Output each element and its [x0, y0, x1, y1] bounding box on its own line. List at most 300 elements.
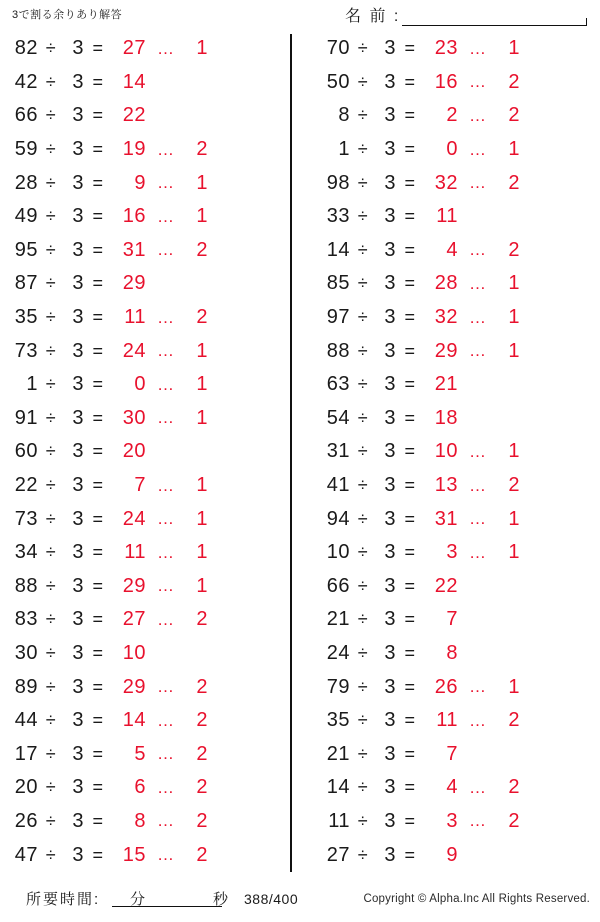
remainder-dots-icon: … [469, 777, 487, 797]
problem-row [0, 368, 300, 402]
remainder-dots-icon: … [157, 341, 175, 361]
divide-icon: ÷ [357, 172, 369, 193]
divisor: 3 [384, 339, 396, 362]
remainder-answer: 1 [508, 675, 520, 698]
quotient-answer: 27 [122, 37, 146, 60]
divisor: 3 [72, 474, 84, 497]
quotient-answer: 15 [122, 843, 146, 866]
page-title: 3で割る余りあり解答 [12, 9, 123, 21]
divide-icon: ÷ [45, 777, 57, 798]
divisor: 3 [384, 138, 396, 161]
problem-row [300, 301, 600, 335]
problem-row [300, 502, 600, 536]
remainder-dots-icon: … [157, 777, 175, 797]
problem-row [300, 805, 600, 839]
divisor: 3 [384, 37, 396, 60]
dividend: 1 [338, 138, 350, 161]
divisor: 3 [384, 373, 396, 396]
divisor: 3 [384, 809, 396, 832]
divide-icon: ÷ [45, 374, 57, 395]
divide-icon: ÷ [357, 206, 369, 227]
equals-icon: = [404, 239, 416, 260]
remainder-answer: 2 [508, 709, 520, 732]
remainder-answer: 2 [508, 474, 520, 497]
remainder-answer: 2 [196, 608, 208, 631]
remainder-answer: 2 [196, 843, 208, 866]
divisor: 3 [72, 339, 84, 362]
dividend: 59 [14, 138, 38, 161]
divide-icon: ÷ [357, 71, 369, 92]
dividend: 22 [14, 474, 38, 497]
dividend: 73 [14, 339, 38, 362]
equals-icon: = [92, 676, 104, 697]
remainder-answer: 2 [196, 809, 208, 832]
equals-icon: = [92, 844, 104, 865]
divisor: 3 [384, 238, 396, 261]
quotient-answer: 7 [134, 474, 146, 497]
remainder-answer: 1 [508, 306, 520, 329]
divide-icon: ÷ [357, 844, 369, 865]
dividend: 88 [326, 339, 350, 362]
problem-row [0, 838, 300, 872]
divide-icon: ÷ [357, 710, 369, 731]
dividend: 82 [14, 37, 38, 60]
divide-icon: ÷ [357, 542, 369, 563]
dividend: 33 [326, 205, 350, 228]
equals-icon: = [404, 374, 416, 395]
remainder-dots-icon: … [469, 72, 487, 92]
quotient-answer: 0 [134, 373, 146, 396]
remainder-answer: 2 [508, 809, 520, 832]
dividend: 41 [326, 474, 350, 497]
quotient-answer: 29 [434, 339, 458, 362]
quotient-answer: 29 [122, 574, 146, 597]
divide-icon: ÷ [357, 38, 369, 59]
problem-column-right [300, 30, 600, 875]
equals-icon: = [404, 777, 416, 798]
equals-icon: = [92, 441, 104, 462]
quotient-answer: 16 [434, 70, 458, 93]
equals-icon: = [92, 407, 104, 428]
remainder-dots-icon: … [157, 307, 175, 327]
problem-row [300, 603, 600, 637]
problem-row [300, 66, 600, 100]
equals-icon: = [404, 575, 416, 596]
divisor: 3 [72, 675, 84, 698]
equals-icon: = [92, 777, 104, 798]
remainder-dots-icon: … [469, 475, 487, 495]
dividend: 21 [326, 742, 350, 765]
equals-icon: = [404, 441, 416, 462]
problem-row [0, 234, 300, 268]
remainder-dots-icon: … [157, 609, 175, 629]
remainder-answer: 2 [196, 138, 208, 161]
quotient-answer: 14 [122, 70, 146, 93]
equals-icon: = [404, 407, 416, 428]
equals-icon: = [92, 105, 104, 126]
divisor: 3 [384, 843, 396, 866]
equals-icon: = [404, 139, 416, 160]
quotient-answer: 3 [446, 541, 458, 564]
quotient-answer: 20 [122, 440, 146, 463]
page-footer [0, 882, 600, 916]
equals-icon: = [404, 844, 416, 865]
divisor: 3 [384, 104, 396, 127]
divisor: 3 [384, 776, 396, 799]
problem-row [300, 670, 600, 704]
remainder-answer: 1 [196, 339, 208, 362]
dividend: 27 [326, 843, 350, 866]
divide-icon: ÷ [357, 407, 369, 428]
equals-icon: = [92, 38, 104, 59]
divisor: 3 [72, 809, 84, 832]
remainder-answer: 2 [196, 306, 208, 329]
divisor: 3 [384, 641, 396, 664]
divisor: 3 [72, 104, 84, 127]
quotient-answer: 7 [446, 742, 458, 765]
remainder-dots-icon: … [157, 173, 175, 193]
dividend: 85 [326, 272, 350, 295]
problem-row [0, 737, 300, 771]
equals-icon: = [92, 508, 104, 529]
divisor: 3 [384, 742, 396, 765]
dividend: 44 [14, 709, 38, 732]
remainder-answer: 2 [196, 742, 208, 765]
problem-row [300, 133, 600, 167]
quotient-answer: 10 [434, 440, 458, 463]
quotient-answer: 7 [446, 608, 458, 631]
divide-icon: ÷ [45, 273, 57, 294]
divisor: 3 [72, 238, 84, 261]
divide-icon: ÷ [45, 508, 57, 529]
remainder-dots-icon: … [157, 139, 175, 159]
quotient-answer: 11 [436, 709, 458, 732]
problem-row [300, 32, 600, 66]
time-input-line[interactable] [112, 906, 222, 907]
divisor: 3 [72, 306, 84, 329]
quotient-answer: 13 [434, 474, 458, 497]
equals-icon: = [92, 374, 104, 395]
divide-icon: ÷ [45, 239, 57, 260]
divisor: 3 [72, 709, 84, 732]
divide-icon: ÷ [357, 508, 369, 529]
problem-row [0, 502, 300, 536]
quotient-answer: 18 [434, 406, 458, 429]
dividend: 42 [14, 70, 38, 93]
divide-icon: ÷ [45, 676, 57, 697]
remainder-answer: 1 [196, 507, 208, 530]
problem-row [300, 368, 600, 402]
divide-icon: ÷ [357, 340, 369, 361]
equals-icon: = [404, 172, 416, 193]
problem-row [300, 469, 600, 503]
dividend: 66 [326, 574, 350, 597]
remainder-answer: 1 [508, 507, 520, 530]
dividend: 26 [14, 809, 38, 832]
remainder-dots-icon: … [157, 576, 175, 596]
remainder-dots-icon: … [157, 542, 175, 562]
problem-row [0, 435, 300, 469]
remainder-dots-icon: … [469, 240, 487, 260]
dividend: 31 [326, 440, 350, 463]
divide-icon: ÷ [357, 441, 369, 462]
problem-row [300, 435, 600, 469]
quotient-answer: 26 [434, 675, 458, 698]
remainder-answer: 1 [508, 272, 520, 295]
remainder-answer: 1 [508, 37, 520, 60]
divisor: 3 [72, 171, 84, 194]
divisor: 3 [72, 608, 84, 631]
divisor: 3 [384, 709, 396, 732]
dividend: 94 [326, 507, 350, 530]
divisor: 3 [384, 507, 396, 530]
divisor: 3 [72, 742, 84, 765]
equals-icon: = [92, 172, 104, 193]
remainder-answer: 1 [196, 171, 208, 194]
name-input-line[interactable] [402, 5, 587, 26]
copyright-text: Copyright © Alpha.Inc All Rights Reserved. [363, 893, 590, 905]
dividend: 87 [14, 272, 38, 295]
remainder-dots-icon: … [157, 240, 175, 260]
quotient-answer: 0 [446, 138, 458, 161]
remainder-dots-icon: … [157, 845, 175, 865]
problem-row [300, 771, 600, 805]
quotient-answer: 9 [446, 843, 458, 866]
dividend: 14 [326, 776, 350, 799]
problem-row [0, 200, 300, 234]
dividend: 49 [14, 205, 38, 228]
remainder-answer: 2 [196, 709, 208, 732]
problem-row [300, 536, 600, 570]
problem-row [0, 570, 300, 604]
divide-icon: ÷ [357, 307, 369, 328]
divide-icon: ÷ [45, 743, 57, 764]
equals-icon: = [92, 642, 104, 663]
remainder-answer: 2 [508, 171, 520, 194]
divide-icon: ÷ [357, 374, 369, 395]
quotient-answer: 11 [124, 541, 146, 564]
dividend: 8 [338, 104, 350, 127]
problem-row [0, 66, 300, 100]
divide-icon: ÷ [45, 475, 57, 496]
problem-row [0, 334, 300, 368]
problem-row [0, 32, 300, 66]
divide-icon: ÷ [45, 139, 57, 160]
problem-row [0, 301, 300, 335]
quotient-answer: 24 [122, 507, 146, 530]
remainder-dots-icon: … [469, 307, 487, 327]
problem-row [0, 637, 300, 671]
problem-row [300, 234, 600, 268]
divisor: 3 [72, 373, 84, 396]
problem-row [0, 771, 300, 805]
remainder-dots-icon: … [157, 811, 175, 831]
quotient-answer: 21 [434, 373, 458, 396]
quotient-answer: 8 [134, 809, 146, 832]
problem-row [0, 469, 300, 503]
equals-icon: = [404, 206, 416, 227]
dividend: 70 [326, 37, 350, 60]
problem-row [0, 704, 300, 738]
dividend: 35 [326, 709, 350, 732]
equals-icon: = [404, 710, 416, 731]
divisor: 3 [384, 574, 396, 597]
divisor: 3 [72, 138, 84, 161]
dividend: 83 [14, 608, 38, 631]
equals-icon: = [404, 676, 416, 697]
quotient-answer: 24 [122, 339, 146, 362]
problem-row [0, 267, 300, 301]
divisor: 3 [384, 171, 396, 194]
remainder-answer: 1 [196, 406, 208, 429]
equals-icon: = [92, 206, 104, 227]
column-divider [290, 34, 292, 872]
problem-row [0, 166, 300, 200]
divisor: 3 [384, 608, 396, 631]
dividend: 21 [326, 608, 350, 631]
problem-row [300, 267, 600, 301]
quotient-answer: 3 [446, 809, 458, 832]
dividend: 24 [326, 641, 350, 664]
divisor: 3 [384, 205, 396, 228]
equals-icon: = [92, 743, 104, 764]
quotient-answer: 27 [122, 608, 146, 631]
divide-icon: ÷ [45, 441, 57, 462]
remainder-answer: 2 [196, 238, 208, 261]
remainder-answer: 1 [508, 138, 520, 161]
remainder-dots-icon: … [469, 341, 487, 361]
quotient-answer: 6 [134, 776, 146, 799]
dividend: 98 [326, 171, 350, 194]
problem-row [0, 805, 300, 839]
remainder-dots-icon: … [469, 509, 487, 529]
remainder-dots-icon: … [157, 374, 175, 394]
quotient-answer: 8 [446, 641, 458, 664]
remainder-dots-icon: … [469, 273, 487, 293]
quotient-answer: 9 [134, 171, 146, 194]
quotient-answer: 16 [122, 205, 146, 228]
quotient-answer: 4 [446, 776, 458, 799]
divisor: 3 [72, 574, 84, 597]
remainder-answer: 2 [508, 776, 520, 799]
dividend: 97 [326, 306, 350, 329]
divisor: 3 [384, 272, 396, 295]
divisor: 3 [72, 272, 84, 295]
problem-row [0, 99, 300, 133]
remainder-dots-icon: … [157, 710, 175, 730]
divide-icon: ÷ [45, 340, 57, 361]
divide-icon: ÷ [357, 777, 369, 798]
problem-row [300, 704, 600, 738]
dividend: 35 [14, 306, 38, 329]
divisor: 3 [72, 843, 84, 866]
equals-icon: = [92, 575, 104, 596]
divisor: 3 [72, 70, 84, 93]
problem-row [0, 603, 300, 637]
remainder-dots-icon: … [157, 38, 175, 58]
equals-icon: = [404, 71, 416, 92]
remainder-answer: 1 [508, 339, 520, 362]
remainder-dots-icon: … [469, 38, 487, 58]
quotient-answer: 31 [122, 238, 146, 261]
remainder-dots-icon: … [469, 441, 487, 461]
unit-seconds: 秒 [212, 891, 230, 908]
divide-icon: ÷ [357, 676, 369, 697]
divisor: 3 [72, 776, 84, 799]
problem-row [300, 334, 600, 368]
problem-row [0, 133, 300, 167]
dividend: 34 [14, 541, 38, 564]
remainder-dots-icon: … [469, 105, 487, 125]
divisor: 3 [384, 675, 396, 698]
remainder-dots-icon: … [157, 744, 175, 764]
dividend: 11 [328, 809, 350, 832]
dividend: 30 [14, 641, 38, 664]
divide-icon: ÷ [45, 575, 57, 596]
dividend: 10 [326, 541, 350, 564]
divide-icon: ÷ [45, 609, 57, 630]
equals-icon: = [92, 71, 104, 92]
dividend: 17 [14, 742, 38, 765]
quotient-answer: 19 [122, 138, 146, 161]
equals-icon: = [92, 340, 104, 361]
problem-row [0, 402, 300, 436]
name-field-group [345, 3, 587, 26]
quotient-answer: 30 [122, 406, 146, 429]
unit-minutes: 分 [130, 891, 148, 908]
remainder-answer: 1 [508, 541, 520, 564]
problem-row [0, 670, 300, 704]
problem-row [300, 737, 600, 771]
equals-icon: = [404, 810, 416, 831]
divisor: 3 [384, 440, 396, 463]
quotient-answer: 28 [434, 272, 458, 295]
remainder-answer: 1 [508, 440, 520, 463]
equals-icon: = [404, 340, 416, 361]
equals-icon: = [404, 743, 416, 764]
dividend: 20 [14, 776, 38, 799]
quotient-answer: 14 [122, 709, 146, 732]
quotient-answer: 32 [434, 171, 458, 194]
problem-row [300, 99, 600, 133]
equals-icon: = [404, 38, 416, 59]
divide-icon: ÷ [45, 105, 57, 126]
divide-icon: ÷ [357, 105, 369, 126]
dividend: 50 [326, 70, 350, 93]
remainder-dots-icon: … [469, 811, 487, 831]
quotient-answer: 2 [446, 104, 458, 127]
page-header [0, 0, 600, 32]
quotient-answer: 4 [446, 238, 458, 261]
time-label: 所要時間: [26, 891, 101, 908]
divide-icon: ÷ [357, 273, 369, 294]
equals-icon: = [404, 609, 416, 630]
divisor: 3 [384, 306, 396, 329]
dividend: 66 [14, 104, 38, 127]
dividend: 60 [14, 440, 38, 463]
remainder-answer: 1 [196, 205, 208, 228]
quotient-answer: 32 [434, 306, 458, 329]
remainder-dots-icon: … [469, 710, 487, 730]
divisor: 3 [72, 541, 84, 564]
divide-icon: ÷ [45, 38, 57, 59]
remainder-answer: 2 [508, 70, 520, 93]
remainder-dots-icon: … [157, 206, 175, 226]
remainder-answer: 1 [196, 574, 208, 597]
divisor: 3 [72, 507, 84, 530]
dividend: 73 [14, 507, 38, 530]
remainder-answer: 1 [196, 474, 208, 497]
